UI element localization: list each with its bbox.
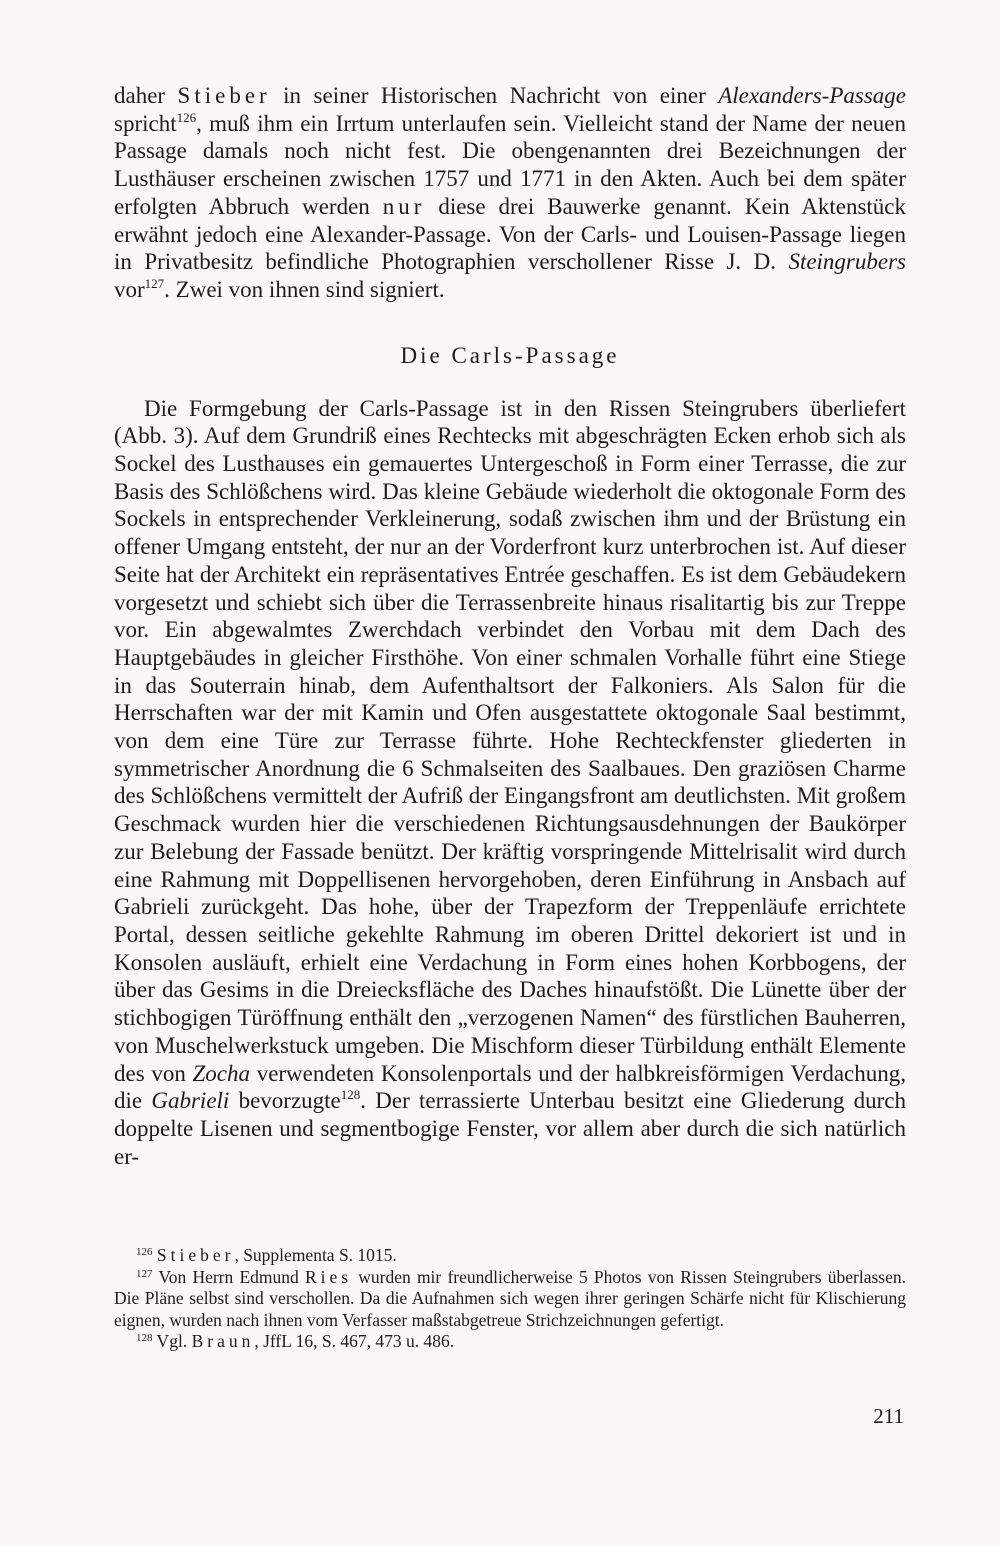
text-run: Die Formgebung der Carls-Passage ist in den Rissen Steingrubers überliefert (Abb. 3). Auf dem Grundriß eines Rechtecks mit abgeschrägten Ecken erhob sich als Sockel des Lusthauses ein gemauertes Untergeschoß in Form einer Terrasse, die zur Basis des Schlößchens wird. Das kleine Gebäude wiederholt die oktogonale Form des Sockels in entsprechender Verkleinerung, sodaß zwischen ihm und der Brüstung ein offener Umgang entsteht, der nur an der Vorderfront kurz unterbrochen ist. Auf dieser Seite hat der Architekt ein repräsentatives Entrée geschaffen. Es ist dem Gebäudekern vorgesetzt und schiebt sich über die Terrassenbreite hinaus risalitartig bis zur Treppe vor. Ein abgewalmtes Zwerchdach verbindet den Vorbau mit dem Dach des Hauptgebäudes in gleicher Firsthöhe. Von einer schmalen Vorhalle führt eine Stiege in das Souterrain hinab, dem Aufenthaltsort der Falkoniers. Als Salon für die Herrschaften war der mit Kamin und Ofen ausgestattete oktogonale Saal bestimmt, von dem eine Türe zur Terrasse führte. Hohe Rechteckfenster gliederten in symmetrischer Anordnung die 6 Schmalseiten des Saalbaues. Den graziösen Charme des Schlößchens vermittelt der Aufriß der Eingangsfront am deutlichsten. Mit großem Geschmack wurden hier die verschiedenen Richtungsausdehnungen der Baukörper zur Belebung der Fassade benützt. Der kräftig vorspringende Mittelrisalit wird durch eine Rahmung mit Doppellisenen hervorgehoben, deren Einführung in Ansbach auf Gabrieli zurückgeht. Das hohe, über der Trapezform der Treppenläufe errichtete Portal, dessen seitliche gekehlte Rahmung im oberen Drittel dekoriert ist und in Konsolen ausläuft, erhielt eine Verdachung in Form eines hohen Korbbogens, der über das Gesims in die Dreiecksfläche des Daches hinaufstößt. Die Lünette über der stichbogigen Türöffnung enthält den „verzogenen Namen“ des fürstlichen Bauherren, von Muschelwerkstuck umgeben. Die Mischform dieser Türbildung enthält Elemente des von <box>114 395 906 1086</box>
footnote-128 <box>114 1331 906 1353</box>
footnote-number: 126 <box>136 1246 153 1258</box>
italic-name: Gabrieli <box>151 1088 230 1114</box>
text-run: . Der terrassierte Unterbau besitzt eine Gliederung durch doppelte Lisenen und segmentbogige Fenster, vor allem aber durch die sich natürlich er- <box>114 1088 906 1169</box>
emphasis-spaced: nur <box>382 193 426 219</box>
footnote-126 <box>114 1245 906 1267</box>
italic-name: Zocha <box>192 1060 251 1086</box>
footnote-ref-128: 128 <box>340 1087 361 1103</box>
text-run: daher <box>114 83 178 108</box>
text-run: diese drei Bauwerke genannt. Kein Aktenstück erwähnt jedoch eine Alexander-Passage. Von der Carls- und Louisen-Passage liegen in Privatbesitz befindliche Photographien verschollener Risse J. D. <box>114 193 906 275</box>
page-number: 211 <box>873 1404 904 1428</box>
text-run: in seiner Historischen Nachricht von einer <box>270 83 719 108</box>
footnote-127 <box>114 1267 906 1332</box>
footnote-text: Von Herrn Edmund <box>152 1266 305 1287</box>
footnote-text: Vgl. <box>152 1331 192 1351</box>
body-text <box>114 82 906 1170</box>
footnote-ref-126: 126 <box>176 109 197 125</box>
text-run: verwendeten Konsolenportals und der halbkreisförmigen Verdachung, die <box>114 1060 906 1114</box>
italic-name: Steingrubers <box>788 249 906 275</box>
author-name-spaced: Stieber <box>177 83 271 108</box>
paragraph-1 <box>114 82 906 304</box>
italic-title: Alexanders-Passage <box>718 83 906 108</box>
text-run: spricht <box>114 110 177 136</box>
author-name-spaced: Stieber <box>156 1245 235 1265</box>
footnotes <box>114 1245 906 1353</box>
footnote-text: , JffL 16, S. 467, 473 u. 486. <box>254 1331 455 1351</box>
text-run: . Zwei von ihnen sind signiert. <box>164 276 445 302</box>
footnote-text: , Supplementa S. 1015. <box>234 1245 397 1265</box>
author-name-spaced: Ries <box>304 1266 353 1287</box>
footnote-number: 127 <box>136 1267 153 1280</box>
author-name-spaced: Braun <box>191 1331 255 1351</box>
footnote-text: wurden mir freundlicherweise 5 Photos von Rissen Steingrubers überlassen. Die Pläne selbst sind verschollen. Da die Aufnahmen sich wegen ihrer geringen Schärfe nicht für Klischierung eignen, wurden nach ihnen vom Verfasser maßstabgetreue Strichzeichnungen gefertigt. <box>114 1266 906 1330</box>
text-run: bevorzugte <box>229 1088 341 1114</box>
paragraph-2 <box>114 395 906 1171</box>
footnote-ref-127: 127 <box>144 275 165 291</box>
text-run: vor <box>114 276 145 302</box>
text-run: , muß ihm ein Irrtum unterlaufen sein. Vielleicht stand der Name der neuen Passage damals noch nicht fest. Die obengenannten drei Bezeichnungen der Lusthäuser erscheinen zwischen 1757 und 1771 in den Akten. Auch bei dem später erfolgten Abbruch werden <box>114 110 906 219</box>
footnote-number: 128 <box>136 1332 153 1344</box>
section-heading: Die Carls-Passage <box>400 342 620 368</box>
